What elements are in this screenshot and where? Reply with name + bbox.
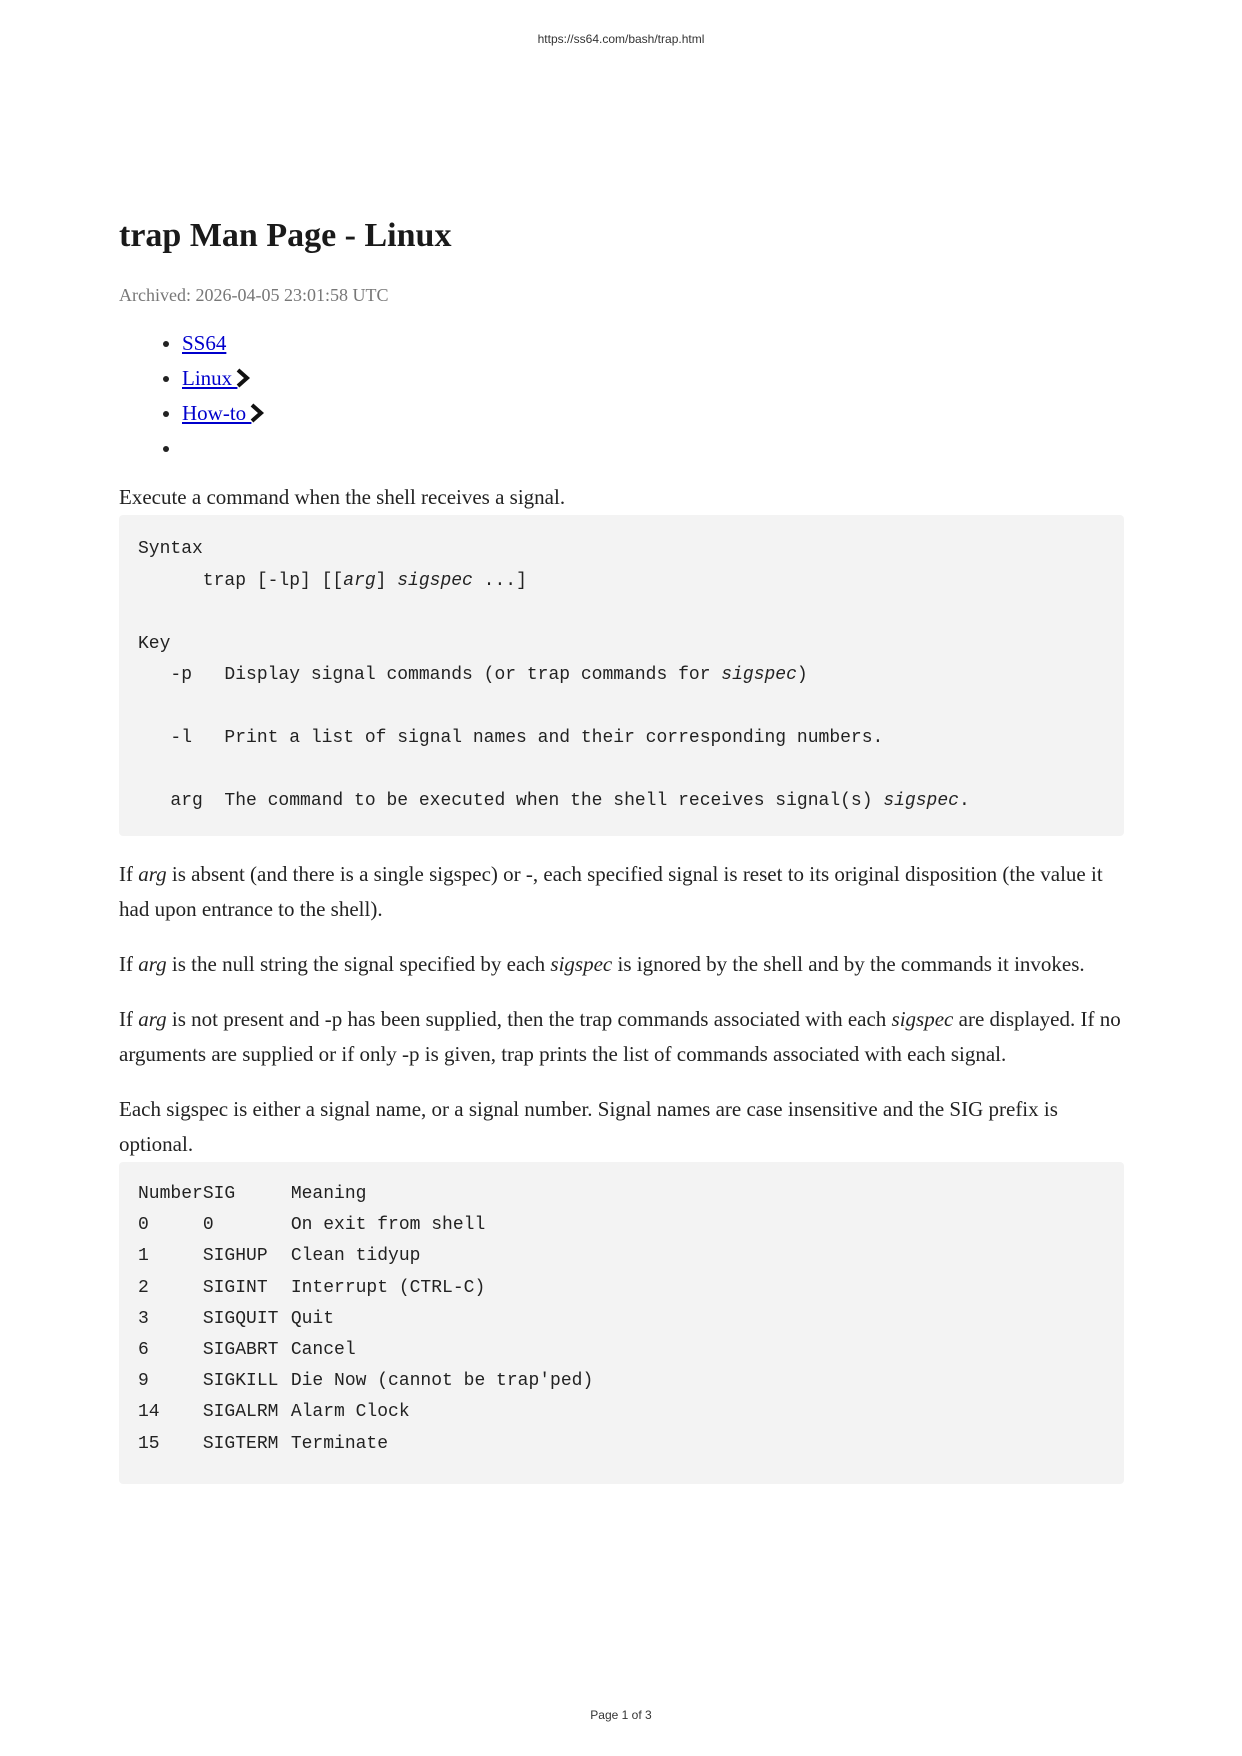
table-cell: 3 xyxy=(138,1308,149,1329)
table-cell: Alarm Clock xyxy=(290,1402,410,1423)
table-cell: Terminate xyxy=(290,1433,389,1454)
breadcrumb-link-linux[interactable]: Linux xyxy=(182,366,238,390)
key-l-line: -l Print a list of signal names and their corresponding numbers. xyxy=(138,728,884,748)
breadcrumb-item-linux xyxy=(182,361,1124,396)
column-header: SIG xyxy=(202,1184,236,1204)
table-cell: SIGHUP xyxy=(202,1246,268,1267)
table-cell: SIGINT xyxy=(202,1277,268,1298)
table-row xyxy=(138,1241,593,1272)
breadcrumb-item-ss64 xyxy=(182,326,1124,361)
table-row xyxy=(138,1335,593,1366)
page-url-header: https://ss64.com/bash/trap.html xyxy=(537,32,705,46)
table-cell: 0 xyxy=(138,1215,149,1236)
table-row xyxy=(138,1397,593,1428)
table-cell: SIGALRM xyxy=(202,1402,279,1423)
archived-timestamp: Archived: 2026-04-05 23:01:58 UTC xyxy=(119,285,389,305)
table-cell: Quit xyxy=(290,1308,335,1329)
column-header: Meaning xyxy=(290,1184,367,1204)
key-arg-line: arg The command to be executed when the shell receives signal(s) sigspec. xyxy=(138,791,970,811)
breadcrumb xyxy=(119,326,1124,466)
page-title: trap Man Page - Linux xyxy=(119,217,452,254)
table-row xyxy=(138,1304,593,1335)
signal-table-block xyxy=(119,1162,1124,1484)
chevron-right-icon xyxy=(249,403,265,423)
key-heading: Key xyxy=(138,633,171,654)
breadcrumb-item-empty xyxy=(182,431,1124,466)
paragraph-arg-absent: If arg is absent (and there is a single sigspec) or -, each specified signal is reset to its original disposition (the value it had upon entrance to the shell). xyxy=(119,862,1103,921)
table-row xyxy=(138,1273,593,1304)
table-cell: Interrupt (CTRL-C) xyxy=(290,1277,486,1298)
syntax-heading: Syntax xyxy=(138,539,203,559)
table-row xyxy=(138,1366,593,1397)
article xyxy=(119,212,1124,1484)
paragraph-arg-not-present: If arg is not present and -p has been supplied, then the trap commands associated with each sigspec are displayed. If no arguments are supplied or if only -p is given, trap prints the list of commands associated with each signal. xyxy=(119,1007,1121,1066)
intro-text: Execute a command when the shell receives a signal. xyxy=(119,485,566,509)
page-footer: Page 1 of 3 xyxy=(590,1708,652,1722)
table-cell: Cancel xyxy=(290,1340,356,1361)
table-cell: 6 xyxy=(138,1340,149,1361)
table-cell: Die Now (cannot be trap'ped) xyxy=(290,1371,594,1392)
table-cell: 15 xyxy=(138,1433,160,1454)
table-cell: 2 xyxy=(138,1277,149,1298)
table-cell: 1 xyxy=(138,1246,149,1267)
breadcrumb-link-howto[interactable]: How-to xyxy=(182,401,252,425)
table-cell: SIGKILL xyxy=(202,1371,279,1392)
paragraph-arg-null: If arg is the null string the signal specified by each sigspec is ignored by the shell and by the commands it invokes. xyxy=(119,952,1085,976)
table-cell: SIGTERM xyxy=(202,1433,279,1454)
key-p-line: -p Display signal commands (or trap commands for sigspec) xyxy=(138,665,808,685)
syntax-line: trap [-lp] [[arg] sigspec ...] xyxy=(138,570,527,591)
chevron-right-icon xyxy=(235,368,251,388)
signal-table xyxy=(138,1179,593,1460)
table-row xyxy=(138,1429,593,1460)
table-cell: SIGABRT xyxy=(202,1340,279,1361)
table-cell: Clean tidyup xyxy=(290,1246,421,1267)
table-header-row xyxy=(138,1179,593,1210)
syntax-code-block xyxy=(119,515,1124,836)
table-row xyxy=(138,1210,593,1241)
paragraph-sigspec: Each sigspec is either a signal name, or a signal number. Signal names are case insensitive and the SIG prefix is optional. xyxy=(119,1097,1058,1156)
table-cell: SIGQUIT xyxy=(202,1308,279,1329)
breadcrumb-item-howto xyxy=(182,396,1124,431)
table-cell: 14 xyxy=(138,1402,160,1423)
table-cell: 0 xyxy=(202,1215,214,1236)
breadcrumb-link-ss64[interactable]: SS64 xyxy=(182,331,227,355)
table-cell: On exit from shell xyxy=(290,1215,486,1236)
table-cell: 9 xyxy=(138,1371,149,1392)
column-header: Number xyxy=(138,1184,203,1204)
